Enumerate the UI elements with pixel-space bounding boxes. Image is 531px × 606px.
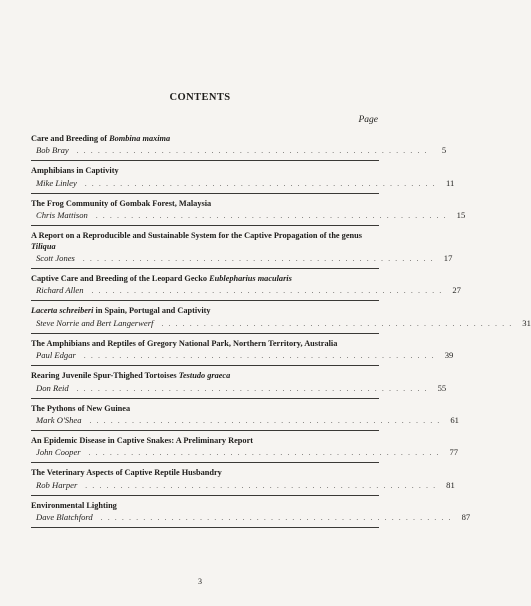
entry-title-text: Rearing Juvenile Spur-Thighed Tortoises — [31, 371, 179, 381]
contents-heading: CONTENTS — [169, 92, 231, 103]
leader-dots: . . . . . . . . . . . . . . . . . . . . . . . . . . . . . . . . . . . . . . . . . . . . . . . . . . — [85, 481, 437, 490]
contents-entry — [31, 231, 453, 269]
entry-author-row — [31, 317, 531, 330]
contents-entry — [31, 468, 455, 495]
entry-author: John Cooper — [36, 447, 81, 458]
entry-page: 5 — [441, 145, 447, 156]
leader-dots: . . . . . . . . . . . . . . . . . . . . . . . . . . . . . . . . . . . . . . . . . . . . . . . . . . — [76, 147, 429, 156]
entry-page: 31 — [522, 317, 531, 328]
entry-title — [31, 231, 379, 252]
entry-page: 81 — [446, 479, 455, 490]
entry-title — [31, 468, 379, 478]
entry-author: Steve Norrie and Bert Langerwerf — [36, 317, 154, 328]
contents-entry — [31, 436, 459, 463]
entry-title-text: The Amphibians and Reptiles of Gregory National Park, Northern Territory, Australia — [31, 338, 338, 348]
entry-author-row — [31, 446, 459, 459]
leader-dots: . . . . . . . . . . . . . . . . . . . . . . . . . . . . . . . . . . . . . . . . . . . . . . . . . . — [89, 417, 441, 426]
contents-entry — [31, 134, 447, 161]
entry-title-italic: Tiliqua — [31, 241, 56, 251]
entry-title — [31, 371, 379, 381]
entry-author-row — [31, 479, 455, 492]
entry-page: 27 — [452, 285, 461, 296]
entry-page: 77 — [449, 447, 459, 458]
entry-page: 55 — [437, 382, 447, 393]
contents-entry — [31, 306, 531, 333]
entry-page: 15 — [456, 210, 466, 221]
entry-author: Rob Harper — [36, 479, 78, 490]
entry-title — [31, 404, 379, 414]
leader-dots: . . . . . . . . . . . . . . . . . . . . . . . . . . . . . . . . . . . . . . . . . . . . . . . . . . — [95, 212, 448, 221]
entry-title-text: Environmental Lighting — [31, 500, 117, 510]
entry-author: Paul Edgar — [36, 350, 76, 361]
entry-author-row — [31, 382, 447, 395]
leader-dots: . . . . . . . . . . . . . . . . . . . . . . . . . . . . . . . . . . . . . . . . . . . . . . . . . . — [161, 319, 513, 328]
leader-dots: . . . . . . . . . . . . . . . . . . . . . . . . . . . . . . . . . . . . . . . . . . . . . . . . . . — [76, 384, 429, 393]
contents-entry — [31, 371, 447, 398]
entry-title-text: Care and Breeding of — [31, 134, 110, 143]
entry-title-italic: Lacerta schreiberi — [31, 306, 94, 316]
leader-dots: . . . . . . . . . . . . . . . . . . . . . . . . . . . . . . . . . . . . . . . . . . . . . . . . . . — [84, 179, 437, 188]
entry-title-text: Amphibians in Captivity — [31, 166, 119, 176]
contents-entry — [31, 403, 459, 431]
contents-list — [31, 134, 531, 533]
entry-page: 39 — [444, 350, 454, 361]
entry-page: 11 — [445, 177, 455, 188]
entry-page: 61 — [450, 415, 459, 426]
entry-page: 87 — [461, 512, 471, 523]
leader-dots: . . . . . . . . . . . . . . . . . . . . . . . . . . . . . . . . . . . . . . . . . . . . . . . . . . — [100, 514, 453, 523]
entry-author: Mike Linley — [36, 177, 77, 188]
entry-title-text: in Spain, Portugal and Captivity — [93, 306, 211, 316]
entry-author: Dave Blatchford — [36, 512, 93, 523]
entry-author: Richard Allen — [36, 285, 84, 296]
entry-title — [31, 339, 379, 349]
entry-title-italic: Eublepharius macularis — [209, 274, 292, 284]
entry-author-row — [31, 252, 453, 265]
contents-entry — [31, 166, 455, 193]
entry-title — [31, 501, 379, 511]
entry-title-italic: Bombina maxima — [109, 134, 171, 143]
entry-title — [31, 199, 379, 209]
entry-author: Don Reid — [36, 382, 69, 393]
entry-author-row — [31, 144, 447, 157]
entry-title-text: The Veterinary Aspects of Captive Reptile Husbandry — [31, 468, 222, 478]
entry-author-row — [31, 209, 466, 222]
contents-entry — [31, 338, 454, 366]
entry-author-row — [31, 511, 471, 524]
entry-title-text: A Report on a Reproducible and Sustainable System for the Captive Propagation of the genus — [31, 231, 362, 241]
leader-dots: . . . . . . . . . . . . . . . . . . . . . . . . . . . . . . . . . . . . . . . . . . . . . . . . . . — [91, 287, 443, 296]
page-number: 3 — [198, 577, 202, 586]
entry-title-text: An Epidemic Disease in Captive Snakes: A Preliminary Report — [31, 436, 254, 446]
contents-entry — [31, 198, 466, 226]
entry-author: Chris Mattison — [36, 210, 88, 221]
entry-author: Bob Bray — [36, 145, 69, 156]
entry-title-italic: Testudo graeca — [178, 371, 231, 381]
entry-author: Mark O'Shea — [36, 415, 82, 426]
entry-title — [31, 436, 379, 446]
contents-entry — [31, 274, 461, 301]
contents-entry — [31, 500, 471, 528]
entry-title — [31, 306, 379, 316]
entry-author: Scott Jones — [36, 253, 75, 264]
entry-title-text: Captive Care and Breeding of the Leopard Gecko — [31, 274, 210, 284]
entry-title — [31, 134, 379, 144]
leader-dots: . . . . . . . . . . . . . . . . . . . . . . . . . . . . . . . . . . . . . . . . . . . . . . . . . . — [83, 352, 436, 361]
page-column-label: Page — [358, 115, 378, 125]
entry-title — [31, 166, 379, 176]
entry-title-text: The Frog Community of Gombak Forest, Malaysia — [31, 198, 212, 208]
entry-title — [31, 274, 379, 284]
entry-page: 17 — [443, 253, 453, 264]
entry-title-text: The Pythons of New Guinea — [31, 403, 131, 413]
entry-author-row — [31, 284, 461, 297]
leader-dots: . . . . . . . . . . . . . . . . . . . . . . . . . . . . . . . . . . . . . . . . . . . . . . . . . . — [88, 449, 441, 458]
entry-author-row — [31, 349, 454, 362]
entry-author-row — [31, 414, 459, 427]
leader-dots: . . . . . . . . . . . . . . . . . . . . . . . . . . . . . . . . . . . . . . . . . . . . . . . . . . — [82, 255, 435, 264]
entry-author-row — [31, 177, 455, 190]
